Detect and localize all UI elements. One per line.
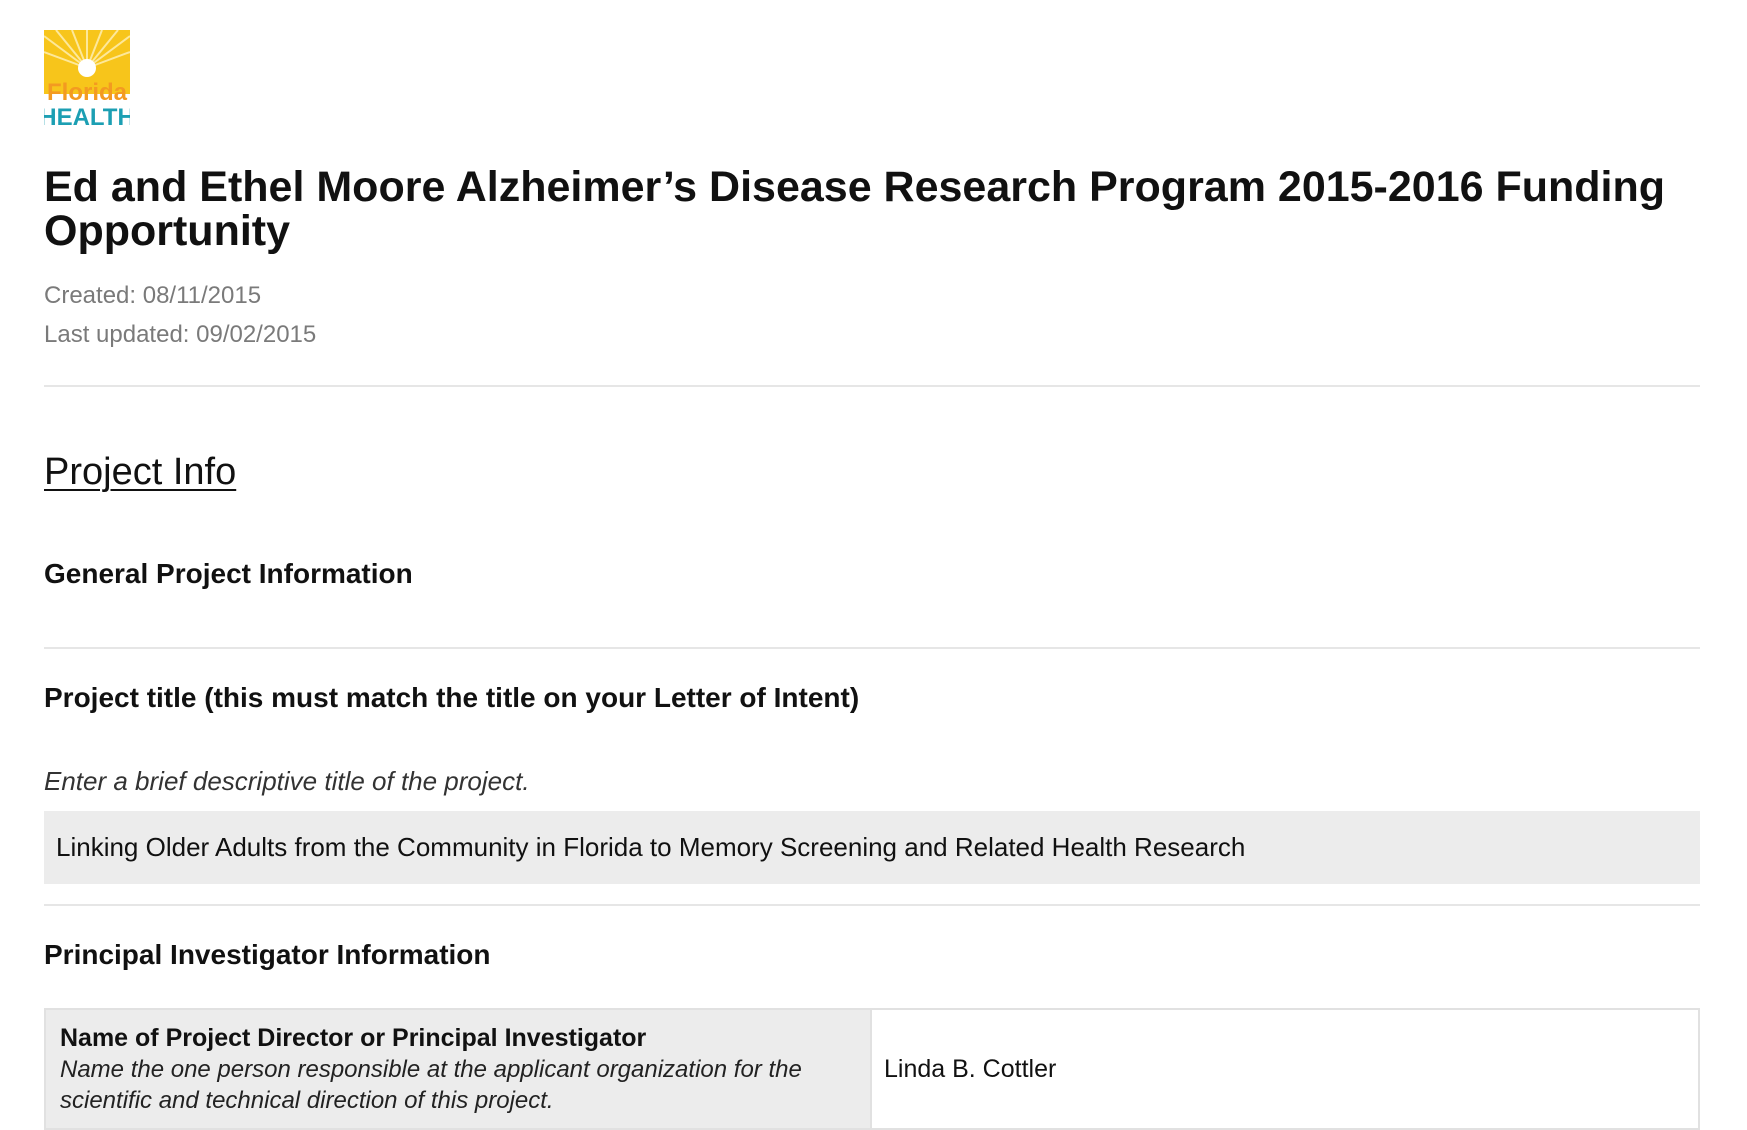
logo-text-florida: Florida [46,79,128,106]
section-divider [44,647,1700,649]
project-title-answer [44,811,1700,884]
project-title-hint: Enter a brief descriptive title of the project. [44,766,530,796]
logo-sun [78,59,96,77]
logo-text-health: HEALTH [44,104,130,128]
field-divider [44,904,1700,906]
header-divider [44,385,1700,387]
pi-field-table [44,1008,1700,1130]
pi-field-description: Name the one person responsible at the applicant organization for the scientific and technical direction of this project. [60,1056,802,1114]
florida-health-logo [44,30,130,128]
pi-name-value: Linda B. Cottler [884,1054,1057,1083]
created-date: Created: 08/11/2015 [44,282,262,309]
project-title-value: Linking Older Adults from the Community in Florida to Memory Screening and Related Health Research [56,832,1246,862]
last-updated-date: Last updated: 09/02/2015 [44,321,317,348]
pi-field-label-cell [46,1010,872,1128]
pi-field-label: Name of Project Director or Principal Investigator [60,1024,647,1052]
general-project-information-heading: General Project Information [44,558,413,589]
florida-health-logo-icon [44,30,130,128]
principal-investigator-heading: Principal Investigator Information [44,939,491,970]
section-title-project-info[interactable]: Project Info [44,451,237,493]
page-title: Ed and Ethel Moore Alzheimer’s Disease Research Program 2015-2016 Funding Opportunity [44,163,1666,255]
project-title-label: Project title (this must match the title on your Letter of Intent) [44,682,860,713]
pi-field-value-cell [872,1010,1698,1128]
